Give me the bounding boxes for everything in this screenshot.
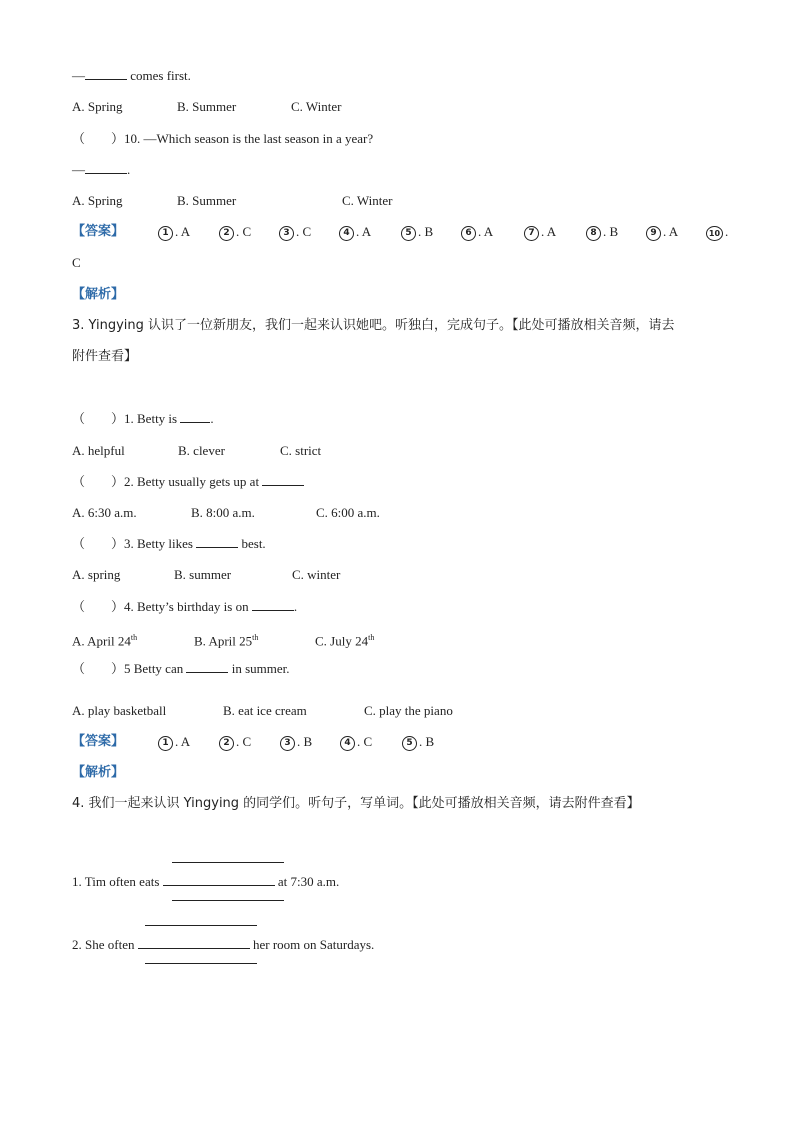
answer-5 [401,223,433,241]
answer-parens: （ ） [72,412,125,427]
option-c: C. 6:00 a.m. [316,505,380,520]
answer-value: . A [356,224,372,239]
answer-3 [279,223,311,241]
question-text-end: . [210,411,214,426]
writing-line [145,925,257,926]
answer-value: . B [418,224,434,239]
answer-parens: （ ） [72,600,125,615]
question-text-end: in summer. [228,661,290,676]
sentence-text: 1. Tim often eats [72,874,163,889]
option-a: A. Spring [72,99,123,114]
circled-number: 2 [219,226,234,241]
option-a: A. April 24th [72,633,138,649]
question-text: 10. —Which season is the last season in a year? [124,131,374,146]
answer-value: . C [236,224,252,239]
option-c: C. play the piano [364,703,453,718]
circled-number: 8 [586,226,601,241]
answer-value: . A [478,224,494,239]
question-text-end: best. [238,536,266,551]
answer-value: . A [175,224,191,239]
circled-number: 6 [461,226,476,241]
answer-parens: （ ） [72,132,125,147]
answer-10 [706,223,728,241]
answer-parens: （ ） [72,662,125,677]
answer-3 [280,733,312,751]
circled-number: 2 [219,736,234,751]
sentence-text-end: at 7:30 a.m. [274,874,340,889]
answer-blank [252,598,294,611]
answer-blank [180,410,210,423]
answer-value: . A [663,224,679,239]
option-a: A. 6:30 a.m. [72,505,137,520]
circled-number: 9 [646,226,661,241]
q3-item-5 [72,660,290,679]
option-b: B. summer [174,567,232,582]
option-b: B. April 25th [194,633,259,649]
answer-6 [461,223,493,241]
option-b: B. Summer [177,99,237,114]
sentence-text: 2. She often [72,937,138,952]
q4-sentence-1 [72,873,339,891]
answer-blank [85,67,127,80]
answer-value: . C [296,224,312,239]
analysis-tag: 【解析】 [72,287,125,302]
circled-number: 4 [339,226,354,241]
answer-wrap: C [72,255,81,270]
circled-number: 3 [280,736,295,751]
circled-number: 3 [279,226,294,241]
q3-item-3 [72,535,266,554]
circled-number: 1 [158,226,173,241]
option-b: B. Summer [177,193,237,208]
option-a: A. spring [72,567,121,582]
circled-number: 5 [402,736,417,751]
answer-2 [219,223,251,241]
dash: — [72,162,85,177]
answer-value: . A [541,224,557,239]
answer-value: . C [236,734,252,749]
q3-instruction-cont: 附件查看】 [72,349,138,364]
q3-item-1 [72,410,214,429]
answer-1 [158,733,190,751]
analysis-tag: 【解析】 [72,765,125,780]
question-text-end: . [293,599,298,614]
answer-5 [402,733,434,751]
sentence-text: comes first. [127,68,191,83]
q3-item-4 [72,598,297,617]
question-text: 4. Betty’s birthday is on [124,599,252,614]
answer-value: . B [419,734,435,749]
circled-number: 1 [158,736,173,751]
option-a: A. helpful [72,443,125,458]
writing-line [145,963,257,964]
writing-blank [138,936,250,949]
answer-parens: （ ） [72,537,125,552]
question-text: 3. Betty likes [124,536,197,551]
option-b: B. 8:00 a.m. [191,505,255,520]
question-10-blank [72,161,130,179]
option-c: C. Winter [291,99,342,114]
answer-7 [524,223,556,241]
answer-blank [196,535,238,548]
question-text: 1. Betty is [124,411,181,426]
answer-blank [85,161,127,174]
writing-blank [163,873,275,886]
q4-instruction: 4. 我们一起来认识 Yingying 的同学们。听句子，写单词。【此处可播放相关音频，请去附件查看】 [72,796,640,811]
writing-line [172,900,284,901]
option-c: C. Winter [342,193,393,208]
question-text: 5 Betty can [124,661,187,676]
circled-number: 5 [401,226,416,241]
q4-sentence-2 [72,936,374,954]
answer-4 [339,223,371,241]
answer-blank [262,473,304,486]
writing-line [172,862,284,863]
question-text: 2. Betty usually gets up at [124,474,263,489]
option-b: B. eat ice cream [223,703,307,718]
answer-value: . B [603,224,619,239]
answer-value: . [725,224,729,239]
option-b: B. clever [178,443,225,458]
circled-number: 4 [340,736,355,751]
answer-value: . C [357,734,373,749]
dash: — [72,68,85,83]
answer-2 [219,733,251,751]
question-10 [72,130,373,149]
answer-tag: 【答案】 [72,224,125,239]
circled-number: 7 [524,226,539,241]
option-c: C. winter [292,567,341,582]
option-a: A. play basketball [72,703,167,718]
answer-value: . B [297,734,313,749]
answer-blank [186,660,228,673]
period: . [127,162,131,177]
answer-tag: 【答案】 [72,734,125,749]
option-c: C. strict [280,443,322,458]
q2-tail-line [72,67,191,85]
answer-8 [586,223,618,241]
answer-1 [158,223,190,241]
q3-item-2 [72,473,304,492]
q3-instruction: 3. Yingying 认识了一位新朋友，我们一起来认识她吧。听独白，完成句子。【此处可播放相关音频，请去 [72,318,675,333]
sentence-text-end: her room on Saturdays. [249,937,375,952]
answer-4 [340,733,372,751]
answer-value: . A [175,734,191,749]
option-a: A. Spring [72,193,123,208]
answer-parens: （ ） [72,475,125,490]
option-c: C. July 24th [315,633,375,649]
circled-number: 10 [706,226,723,241]
answer-9 [646,223,678,241]
